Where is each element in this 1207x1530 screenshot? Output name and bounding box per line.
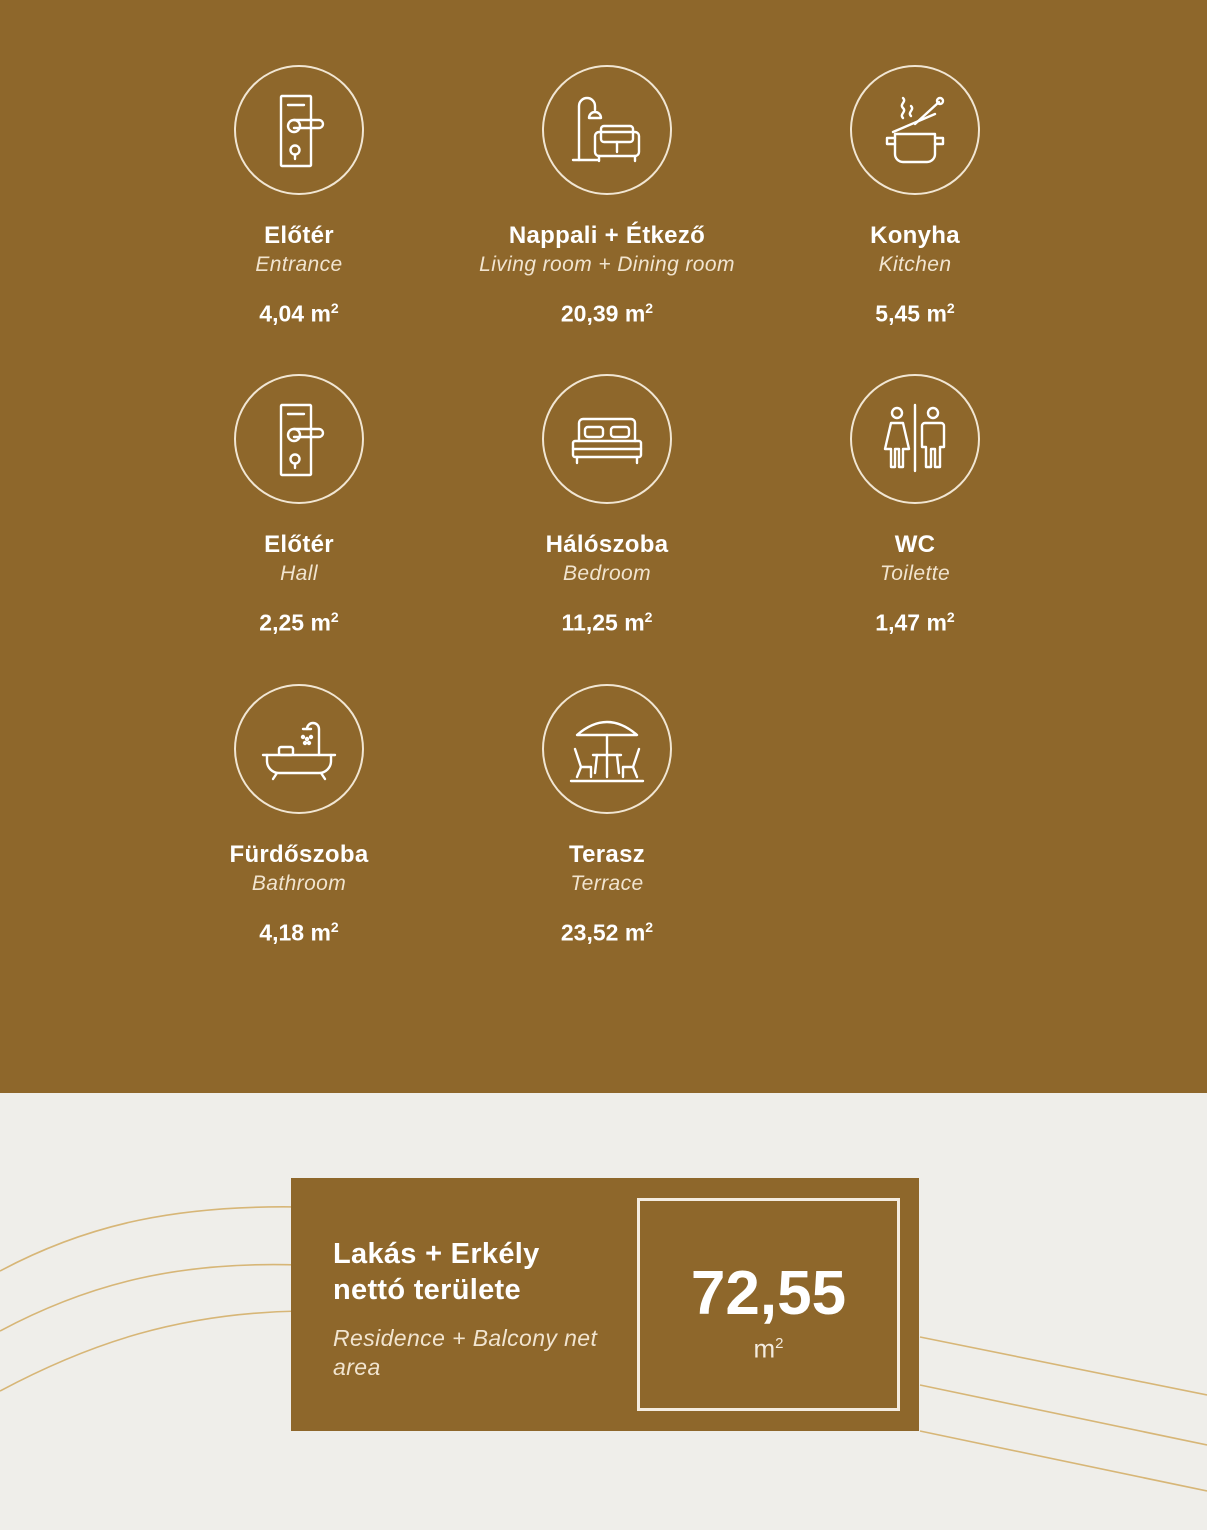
room-name-en: Toilette	[879, 562, 951, 585]
room-area: 4,18 $m^2$	[259, 919, 339, 946]
room-name-hu: Előtér	[264, 531, 334, 558]
room-area: 1,47 $m^2$	[875, 609, 955, 636]
room-name-hu: Fürdőszoba	[229, 841, 369, 868]
total-area-section	[0, 1093, 1207, 1530]
room-kitchen	[755, 65, 1075, 329]
door-handle-icon	[257, 88, 341, 172]
total-value-frame	[637, 1198, 900, 1411]
room-hall	[139, 374, 459, 638]
room-name-hu: Konyha	[870, 222, 960, 249]
room-name-hu: Hálószoba	[545, 531, 669, 558]
room-name-hu: WC	[894, 531, 936, 558]
total-unit: $m^2$	[753, 1333, 784, 1364]
door-handle-icon	[257, 397, 341, 481]
room-icon-circle	[234, 684, 364, 814]
total-area-card	[291, 1178, 919, 1431]
restroom-icon	[873, 397, 957, 481]
room-icon-circle	[542, 374, 672, 504]
room-area: 20,39 $m^2$	[560, 300, 654, 327]
room-icon-circle	[850, 374, 980, 504]
room-name-en: Kitchen	[878, 253, 952, 276]
room-name-hu: Terasz	[568, 841, 646, 868]
room-name-en: Living room + Dining room	[479, 253, 735, 276]
room-terrace	[447, 684, 767, 948]
room-living-dining	[447, 65, 767, 329]
room-icon-circle	[542, 65, 672, 195]
sofa-lamp-icon	[565, 88, 649, 172]
room-name-en: Terrace	[570, 872, 644, 895]
room-bedroom	[447, 374, 767, 638]
room-name-en: Hall	[280, 562, 318, 585]
room-icon-circle	[234, 374, 364, 504]
room-area: 11,25 $m^2$	[561, 609, 653, 636]
patio-umbrella-icon	[565, 707, 649, 791]
room-name-en: Bathroom	[251, 872, 347, 895]
room-name-hu: Nappali + Étkező	[508, 222, 706, 249]
total-subtitle: Residence + Balcony net area	[333, 1325, 598, 1380]
room-name-en: Bedroom	[562, 562, 651, 585]
bathtub-icon	[257, 707, 341, 791]
room-area: 4,04 $m^2$	[259, 300, 339, 327]
bed-icon	[565, 397, 649, 481]
room-wc	[755, 374, 1075, 638]
room-area: 2,25 $m^2$	[259, 609, 339, 636]
room-area: 5,45 $m^2$	[875, 300, 955, 327]
room-entrance	[139, 65, 459, 329]
room-name-hu: Előtér	[264, 222, 334, 249]
room-icon-circle	[542, 684, 672, 814]
total-title: Lakás + Erkély nettó területe	[333, 1238, 540, 1306]
total-value: 72,55	[690, 1259, 847, 1328]
room-icon-circle	[850, 65, 980, 195]
cooking-pot-icon	[873, 88, 957, 172]
room-icon-circle	[234, 65, 364, 195]
room-name-en: Entrance	[255, 253, 343, 276]
room-bathroom	[139, 684, 459, 948]
room-area: 23,52 $m^2$	[560, 919, 654, 946]
